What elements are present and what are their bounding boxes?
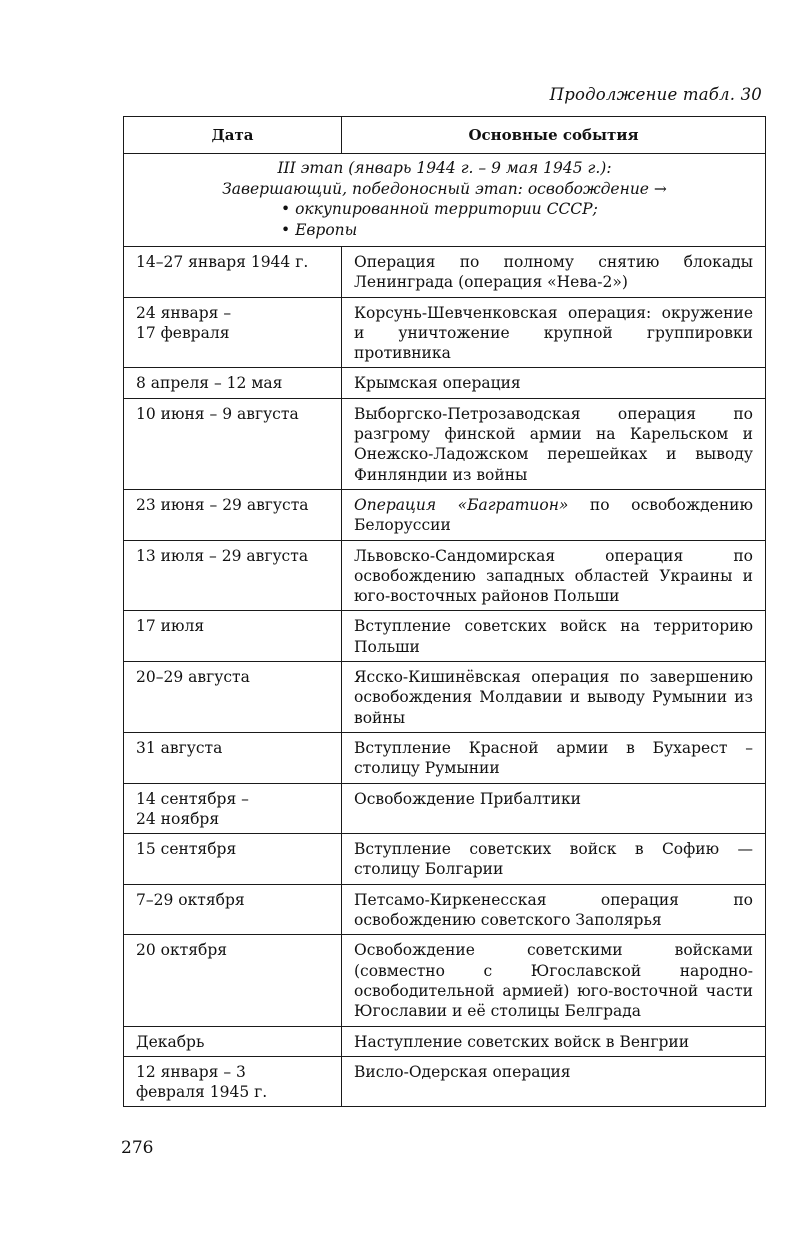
stage-title: III этап (январь 1944 г. – 9 мая 1945 г.): <box>277 159 612 177</box>
stage-row <box>124 154 766 247</box>
table-row <box>124 398 766 489</box>
table-row <box>124 884 766 935</box>
row-event-rest: по освобождению Белоруссии <box>354 495 753 535</box>
row-event-text: Петсамо-Киркенесская операция по освобождению советского Заполярья <box>354 890 753 930</box>
row-date <box>124 783 342 834</box>
row-event-text: Выборгско-Петрозаводская операция по разгрому финской армии на Карельском и Онежско-Ладожском перешейках и выводу Финляндии из войны <box>354 404 753 484</box>
row-event <box>342 884 766 935</box>
row-event <box>342 368 766 398</box>
column-header-events: Основные события <box>342 117 766 154</box>
row-event-text: Вступление советских войск на территорию Польши <box>354 617 753 656</box>
row-event-text: Вступление советских войск в Софию — столицу Болгарии <box>354 840 753 879</box>
table-row <box>124 297 766 368</box>
row-event <box>342 611 766 662</box>
table-row <box>124 489 766 540</box>
events-table <box>123 116 766 1107</box>
table-row <box>124 247 766 298</box>
row-date: 10 июня – 9 августа <box>124 398 342 489</box>
row-date: 20–29 августа <box>124 662 342 733</box>
row-event <box>342 297 766 368</box>
row-event-italic: Операция «Багратион» <box>354 495 569 514</box>
row-event <box>342 398 766 489</box>
row-event-text: Висло-Одерская операция <box>354 1062 571 1081</box>
row-date: 8 апреля – 12 мая <box>124 368 342 398</box>
row-event-text: Освобождение советскими войсками (совместно с Югославской народно-освободительной армией) юго-восточной части Югославии и её столицы Белграда <box>354 941 753 1021</box>
row-event-text: Корсунь-Шевченковская операция: окружение и уничтожение крупной группировки противника <box>354 303 753 363</box>
row-event <box>342 662 766 733</box>
table-row <box>124 540 766 611</box>
row-date-text: 24 января – 17 февраля <box>136 303 232 342</box>
page-number: 276 <box>121 1138 154 1158</box>
row-date: 17 июля <box>124 611 342 662</box>
row-event <box>342 489 766 540</box>
row-date: 31 августа <box>124 732 342 783</box>
row-event <box>342 1056 766 1107</box>
stage-bullet: • Европы <box>281 220 358 239</box>
table-row <box>124 1056 766 1107</box>
stage-description <box>124 154 766 247</box>
row-date <box>124 297 342 368</box>
table-header-row <box>124 117 766 154</box>
row-event <box>342 935 766 1026</box>
row-event <box>342 1026 766 1056</box>
row-date: 20 октября <box>124 935 342 1026</box>
table-row <box>124 368 766 398</box>
row-date: 15 сентября <box>124 834 342 885</box>
table-row <box>124 783 766 834</box>
row-event <box>342 834 766 885</box>
stage-bullet: • оккупированной территории СССР; <box>281 200 598 218</box>
table-caption: Продолжение табл. 30 <box>549 85 762 104</box>
row-date <box>124 1056 342 1107</box>
row-date-text: 12 января – 3 февраля 1945 г. <box>136 1062 268 1102</box>
row-event-text: Ясско-Кишинёвская операция по завершению освобождения Молдавии и выводу Румынии из войны <box>354 668 753 727</box>
row-event-text: Наступление советских войск в Венгрии <box>354 1032 690 1051</box>
table-row <box>124 935 766 1026</box>
row-event <box>342 247 766 298</box>
table-row <box>124 732 766 783</box>
row-event-text: Львовско-Сандомирская операция по освобождению западных областей Украины и юго-восточных районов Польши <box>354 546 753 606</box>
row-date: 7–29 октября <box>124 884 342 935</box>
table-row <box>124 1026 766 1056</box>
row-date: 23 июня – 29 августа <box>124 489 342 540</box>
row-date-text: 14 сентября – 24 ноября <box>136 789 249 828</box>
row-date: Декабрь <box>124 1026 342 1056</box>
row-event-text: Вступление Красной армии в Бухарест – столицу Румынии <box>354 738 753 778</box>
stage-subtitle: Завершающий, победоносный этап: освобождение → <box>222 179 667 198</box>
row-event-text <box>354 495 753 536</box>
table-row <box>124 662 766 733</box>
row-date: 14–27 января 1944 г. <box>124 247 342 298</box>
row-event <box>342 783 766 834</box>
row-event-text: Освобождение Прибалтики <box>354 789 581 808</box>
row-date: 13 июля – 29 августа <box>124 540 342 611</box>
column-header-date: Дата <box>124 117 342 154</box>
row-event <box>342 732 766 783</box>
row-event-text: Операция по полному снятию блокады Ленинграда (операция «Нева-2») <box>354 253 753 292</box>
row-event-text: Крымская операция <box>354 374 521 393</box>
table-row <box>124 834 766 885</box>
row-event <box>342 540 766 611</box>
table-row <box>124 611 766 662</box>
